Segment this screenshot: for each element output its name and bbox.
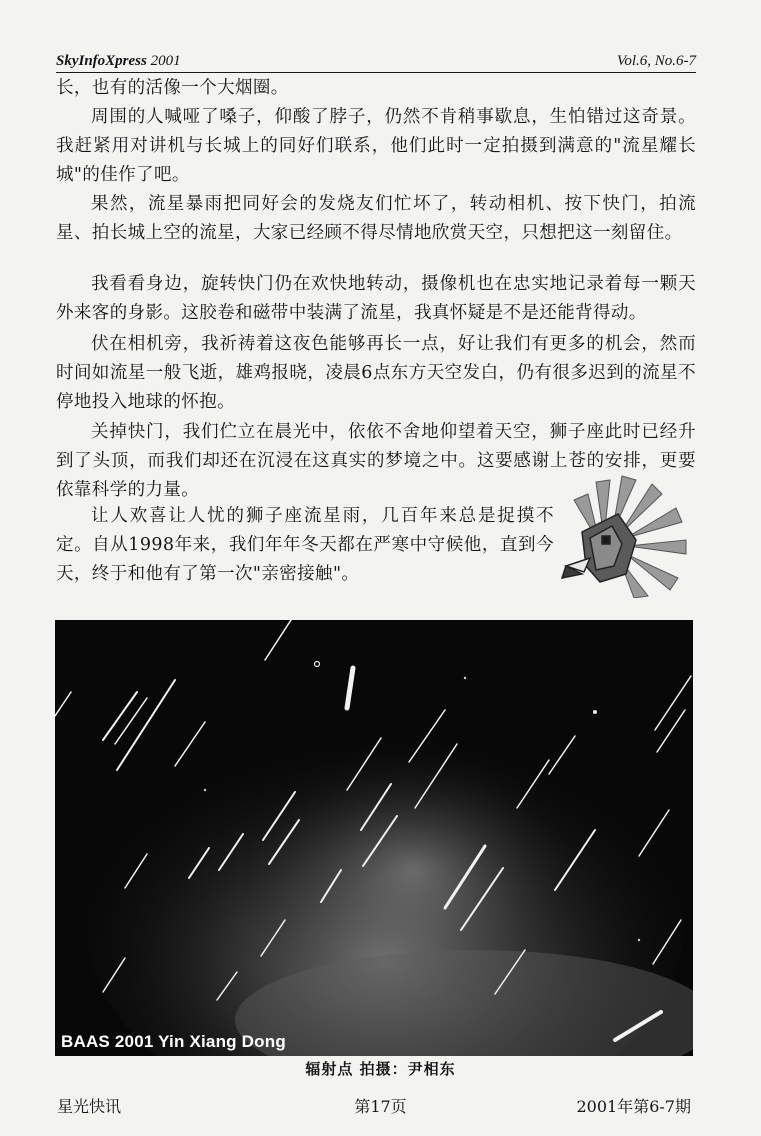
- star: [204, 789, 206, 791]
- star: [638, 939, 640, 941]
- paragraph-continuation: 长，也有的活像一个大烟圈。: [56, 78, 289, 98]
- star: [464, 677, 466, 679]
- meteor-shower-photo: [55, 620, 693, 1056]
- paragraph-crowd: 周围的人喊哑了嗓子，仰酸了脖子，仍然不肯稍事歇息，生怕错过这奇景。我赶紧用对讲机与长城上的同好们联系，他们此时一定拍摄到满意的"流星耀长城"的佳作了吧。: [56, 107, 696, 185]
- lion-mascot-illustration: [560, 474, 688, 598]
- header-volume: Vol.6, No.6-7: [616, 53, 696, 69]
- paragraph-photographers: 果然，流星暴雨把同好会的发烧友们忙坏了，转动相机、按下快门，拍流星、拍长城上空的流星，大家已经顾不得尽情地欣赏天空，只想把这一刻留住。: [56, 194, 696, 243]
- header-title: SkyInfoXpress: [56, 53, 147, 69]
- footer-publication: 星光快讯: [57, 1097, 122, 1116]
- paragraph-gratitude: 关掉快门，我们伫立在晨光中，依依不舍地仰望着天空，狮子座此时已经升到了头顶，而我们却还在沉浸在这真实的梦境之中。这要感谢上苍的安排，更要依靠科学的力量。: [56, 422, 696, 500]
- paragraph-dawn: 伏在相机旁，我祈祷着这夜色能够再长一点，好让我们有更多的机会，然而时间如流星一般飞逝，雄鸡报晓，凌晨6点东方天空发白，仍有很多迟到的流星不停地投入地球的怀抱。: [56, 334, 696, 412]
- paragraph-closing: 让人欢喜让人忧的狮子座流星雨，几百年来总是捉摸不定。自从1998年来，我们年年冬天都在严寒中守候他，直到今天，终于和他有了第一次"亲密接触"。: [56, 506, 554, 584]
- photo-credit-watermark: BAAS 2001 Yin Xiang Dong: [61, 1032, 286, 1051]
- footer-issue: 2001年第6-7期: [576, 1097, 691, 1116]
- header-year: 2001: [150, 53, 181, 69]
- lion-face: [562, 514, 636, 582]
- photo-caption: 辐射点 拍摄：尹相东: [305, 1060, 456, 1078]
- header-publication: [56, 53, 181, 70]
- footer-page-number: 第17页: [354, 1097, 407, 1116]
- paragraph-camera: 我看看身边，旋转快门仍在欢快地转动，摄像机也在忠实地记录着每一颗天外来客的身影。这胶卷和磁带中装满了流星，我真怀疑是不是还能背得动。: [56, 274, 696, 323]
- running-header: [56, 50, 696, 73]
- star: [593, 710, 597, 714]
